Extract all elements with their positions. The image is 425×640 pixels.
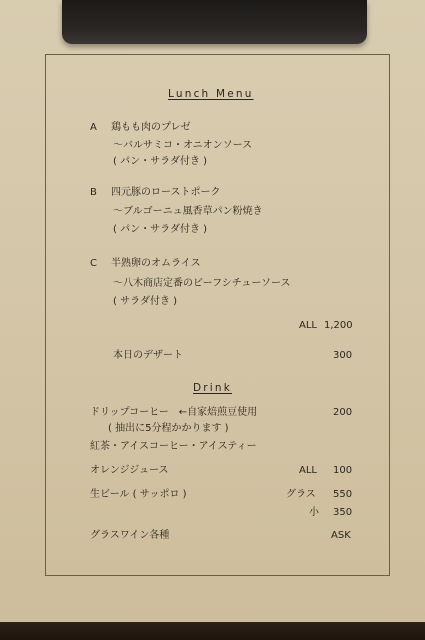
lunch-item-b-name: 四元豚のローストポーク <box>111 187 221 198</box>
drip-coffee-price: 200 <box>333 407 353 418</box>
dessert-price: 300 <box>333 350 353 361</box>
lunch-item-b-note: ( パン・サラダ付き ) <box>113 224 208 235</box>
lunch-item-a-desc: ～バルサミコ・オニオンソース <box>113 140 253 151</box>
wine-label: グラスワイン各種 <box>90 530 170 541</box>
lunch-item-a-letter: A <box>90 122 97 133</box>
lunch-item-c-letter: C <box>90 258 97 269</box>
lunch-item-c-note: ( サラダ付き ) <box>113 296 178 307</box>
drip-coffee-label: ドリップコーヒー ←自家焙煎豆使用 <box>90 407 258 418</box>
drip-coffee-note: ( 抽出に5分程かかります ) <box>108 423 229 434</box>
lunch-item-c-desc: ～八木商店定番のビーフシチューソース <box>113 278 291 289</box>
beer-glass-price: 550 <box>333 489 353 500</box>
drink-heading: Drink <box>193 382 233 394</box>
tea-label: 紅茶・アイスコーヒー・アイスティー <box>90 441 257 452</box>
lunch-all-label: ALL <box>299 320 317 331</box>
lunch-item-a-note: ( パン・サラダ付き ) <box>113 156 208 167</box>
dessert-label: 本日のデザート <box>113 350 183 361</box>
orange-juice-price: 100 <box>333 465 353 476</box>
lunch-item-b-desc: ～ブルゴーニュ風香草パン粉焼き <box>113 206 263 217</box>
beer-small-price: 350 <box>333 507 353 518</box>
lunch-heading: Lunch Menu <box>168 88 254 100</box>
clipboard-clip <box>62 0 367 44</box>
orange-juice-all: ALL <box>299 465 317 476</box>
lunch-item-c-name: 半熟卵のオムライス <box>111 258 201 269</box>
beer-glass-label: グラス <box>286 489 316 500</box>
wine-price: ASK <box>331 530 351 541</box>
wooden-table-edge <box>0 622 425 640</box>
beer-small-label: 小 <box>309 507 319 518</box>
beer-label: 生ビール ( サッポロ ) <box>90 489 187 500</box>
lunch-item-b-letter: B <box>90 187 97 198</box>
orange-juice-label: オレンジジュース <box>90 465 169 476</box>
lunch-all-price: 1,200 <box>324 320 353 331</box>
lunch-item-a-name: 鶏もも肉のプレゼ <box>111 122 191 133</box>
